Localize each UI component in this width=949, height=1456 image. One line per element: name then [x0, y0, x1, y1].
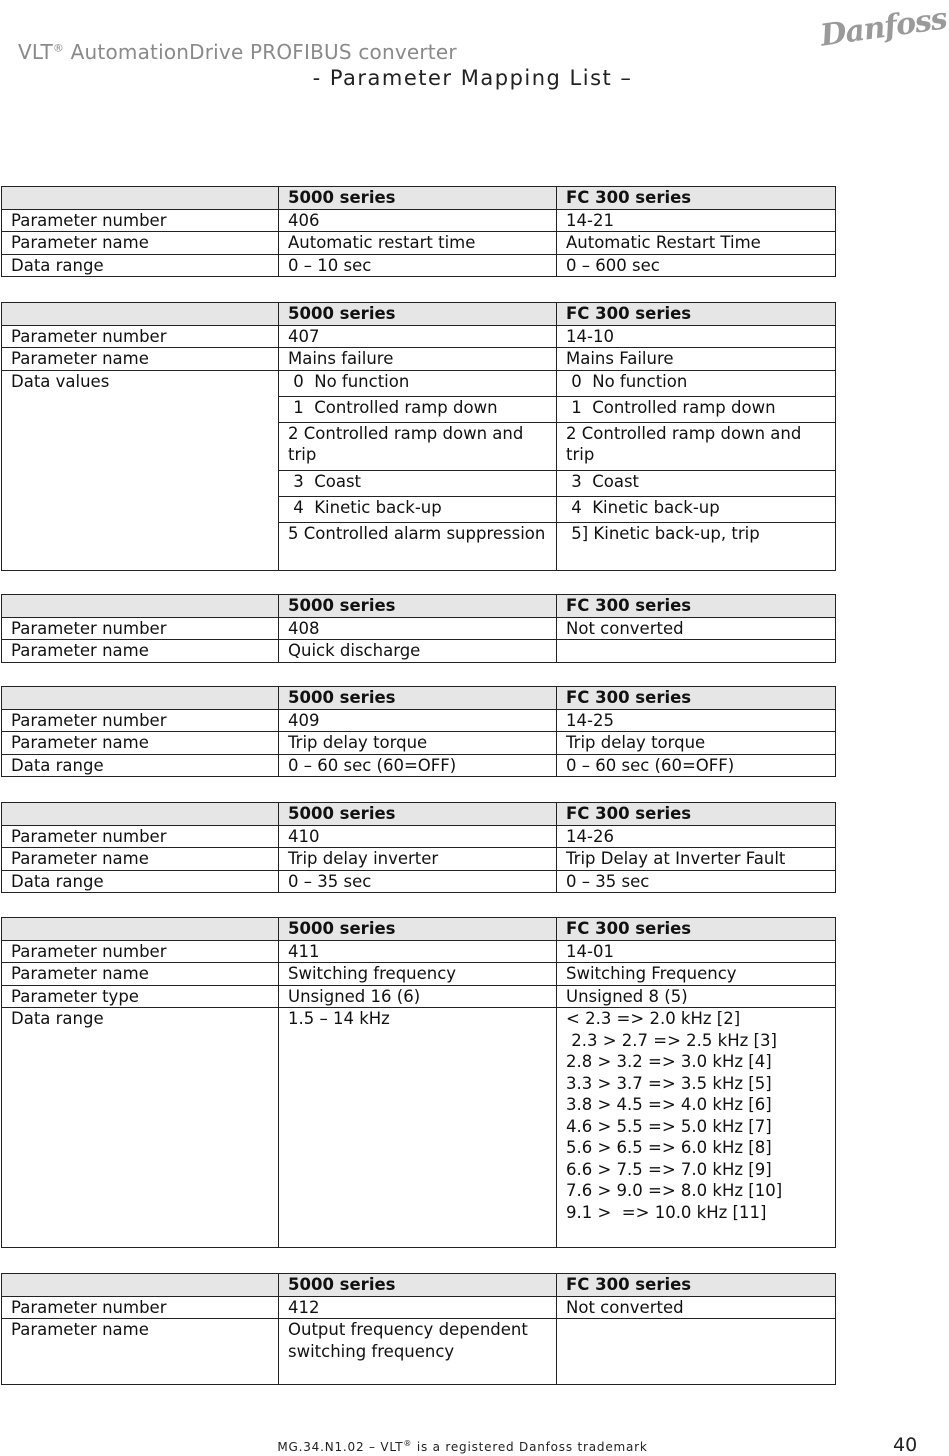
value-fc300: 1 Controlled ramp down — [557, 396, 836, 422]
row-label: Parameter name — [2, 963, 279, 986]
row-label: Parameter number — [2, 1296, 279, 1319]
table-row — [2, 754, 836, 777]
value-fc300 — [557, 1319, 836, 1385]
value-fc300 — [557, 640, 836, 663]
table-row — [2, 985, 836, 1008]
table-row — [2, 709, 836, 732]
param-table-410 — [1, 802, 836, 893]
value-fc300: 0 – 600 sec — [557, 254, 836, 277]
value-5000: Mains failure — [279, 348, 557, 371]
table-row — [2, 232, 836, 255]
value-fc300: Trip delay torque — [557, 732, 836, 755]
param-table-406 — [1, 186, 836, 277]
table-header-row — [2, 595, 836, 618]
table-header-row — [2, 1274, 836, 1297]
value-5000: 0 No function — [279, 370, 557, 396]
value-fc300: 0 – 60 sec (60=OFF) — [557, 754, 836, 777]
value-fc300: 3 Coast — [557, 470, 836, 496]
value-fc300: 5] Kinetic back-up, trip — [557, 522, 836, 570]
col-fc300-header: FC 300 series — [557, 303, 836, 326]
param-table-408 — [1, 594, 836, 663]
col-5000-header: 5000 series — [279, 803, 557, 826]
col-5000-header: 5000 series — [279, 595, 557, 618]
document-header-title: VLT® AutomationDrive PROFIBUS converter — [18, 40, 457, 64]
table-row — [2, 640, 836, 663]
value-5000: 407 — [279, 325, 557, 348]
row-label: Data values — [2, 370, 279, 570]
row-label: Parameter number — [2, 209, 279, 232]
value-fc300: Unsigned 8 (5) — [557, 985, 836, 1008]
table-header-row — [2, 803, 836, 826]
value-fc300: 14-10 — [557, 325, 836, 348]
page-subtitle: - Parameter Mapping List – — [312, 66, 633, 90]
value-5000: 1 Controlled ramp down — [279, 396, 557, 422]
value-5000: 2 Controlled ramp down and trip — [279, 422, 557, 470]
table-row — [2, 254, 836, 277]
table-row — [2, 848, 836, 871]
col-5000-header: 5000 series — [279, 303, 557, 326]
row-label: Parameter number — [2, 825, 279, 848]
value-5000: Trip delay inverter — [279, 848, 557, 871]
value-5000: 412 — [279, 1296, 557, 1319]
value-5000: Unsigned 16 (6) — [279, 985, 557, 1008]
row-label: Parameter number — [2, 709, 279, 732]
row-label: Parameter name — [2, 732, 279, 755]
table-row — [2, 348, 836, 371]
col-fc300-header: FC 300 series — [557, 1274, 836, 1297]
table-row — [2, 1319, 836, 1385]
value-fc300: Not converted — [557, 1296, 836, 1319]
value-fc300: 4 Kinetic back-up — [557, 496, 836, 522]
col-fc300-header: FC 300 series — [557, 918, 836, 941]
col-5000-header: 5000 series — [279, 918, 557, 941]
table-row — [2, 1296, 836, 1319]
table-header-row — [2, 918, 836, 941]
col-5000-header: 5000 series — [279, 1274, 557, 1297]
table-row — [2, 870, 836, 893]
table-row — [2, 1008, 836, 1248]
table-row — [2, 940, 836, 963]
value-fc300: 0 No function — [557, 370, 836, 396]
row-label: Parameter name — [2, 848, 279, 871]
value-fc300: Mains Failure — [557, 348, 836, 371]
table-row — [2, 370, 836, 396]
row-label: Parameter number — [2, 325, 279, 348]
value-fc300: Not converted — [557, 617, 836, 640]
page-footer: MG.34.N1.02 – VLT® is a registered Danfoss trademark — [277, 1439, 648, 1454]
table-header-row — [2, 187, 836, 210]
value-fc300: 14-26 — [557, 825, 836, 848]
col-fc300-header: FC 300 series — [557, 595, 836, 618]
value-5000: 0 – 35 sec — [279, 870, 557, 893]
row-label: Parameter type — [2, 985, 279, 1008]
row-label: Parameter name — [2, 640, 279, 663]
table-row — [2, 732, 836, 755]
col-fc300-header: FC 300 series — [557, 687, 836, 710]
row-label: Data range — [2, 870, 279, 893]
table-header-row — [2, 687, 836, 710]
value-5000: 5 Controlled alarm suppression — [279, 522, 557, 570]
row-label: Parameter name — [2, 348, 279, 371]
value-5000: 4 Kinetic back-up — [279, 496, 557, 522]
value-5000: 409 — [279, 709, 557, 732]
value-5000: 0 – 60 sec (60=OFF) — [279, 754, 557, 777]
row-label: Data range — [2, 754, 279, 777]
col-5000-header: 5000 series — [279, 187, 557, 210]
value-5000: 0 – 10 sec — [279, 254, 557, 277]
value-fc300: Automatic Restart Time — [557, 232, 836, 255]
value-fc300: Trip Delay at Inverter Fault — [557, 848, 836, 871]
value-5000: Output frequency dependent switching frequency — [279, 1319, 557, 1385]
value-fc300: Switching Frequency — [557, 963, 836, 986]
table-row — [2, 209, 836, 232]
row-label: Data range — [2, 1008, 279, 1248]
row-label: Parameter number — [2, 940, 279, 963]
table-row — [2, 617, 836, 640]
row-label: Parameter number — [2, 617, 279, 640]
switching-frequency-mapping: < 2.3 => 2.0 kHz [2] 2.3 > 2.7 => 2.5 kHz [3] 2.8 > 3.2 => 3.0 kHz [4] 3.3 > 3.7 => 3.5 kHz [5] 3.8 > 4.5 => 4.0 kHz [6] 4.6 > 5.5 => 5.0 kHz [7] 5.6 > 6.5 => 6.0 kHz [8] 6.6 > 7.5 => 7.0 kHz [9] 7.6 > 9.0 => 8.0 kHz [10] 9.1 > => 10.0 kHz [11] — [557, 1008, 836, 1248]
col-fc300-header: FC 300 series — [557, 803, 836, 826]
value-fc300: 14-25 — [557, 709, 836, 732]
value-5000: 411 — [279, 940, 557, 963]
col-5000-header: 5000 series — [279, 687, 557, 710]
value-5000: Quick discharge — [279, 640, 557, 663]
value-fc300: 0 – 35 sec — [557, 870, 836, 893]
value-5000: 408 — [279, 617, 557, 640]
param-table-409 — [1, 686, 836, 777]
row-label: Data range — [2, 254, 279, 277]
table-row — [2, 325, 836, 348]
value-fc300: 14-01 — [557, 940, 836, 963]
value-5000: 410 — [279, 825, 557, 848]
param-table-412 — [1, 1273, 836, 1385]
value-5000: Automatic restart time — [279, 232, 557, 255]
table-row — [2, 963, 836, 986]
value-5000: Trip delay torque — [279, 732, 557, 755]
value-fc300: 14-21 — [557, 209, 836, 232]
row-label: Parameter name — [2, 1319, 279, 1385]
param-table-411 — [1, 917, 836, 1248]
value-5000: 3 Coast — [279, 470, 557, 496]
value-5000: Switching frequency — [279, 963, 557, 986]
page-number: 40 — [893, 1434, 918, 1456]
param-table-407 — [1, 302, 836, 571]
value-5000: 1.5 – 14 kHz — [279, 1008, 557, 1248]
value-fc300: 2 Controlled ramp down and trip — [557, 422, 836, 470]
row-label: Parameter name — [2, 232, 279, 255]
table-row — [2, 825, 836, 848]
table-header-row — [2, 303, 836, 326]
danfoss-logo: Danfoss — [818, 1, 949, 54]
col-fc300-header: FC 300 series — [557, 187, 836, 210]
value-5000: 406 — [279, 209, 557, 232]
